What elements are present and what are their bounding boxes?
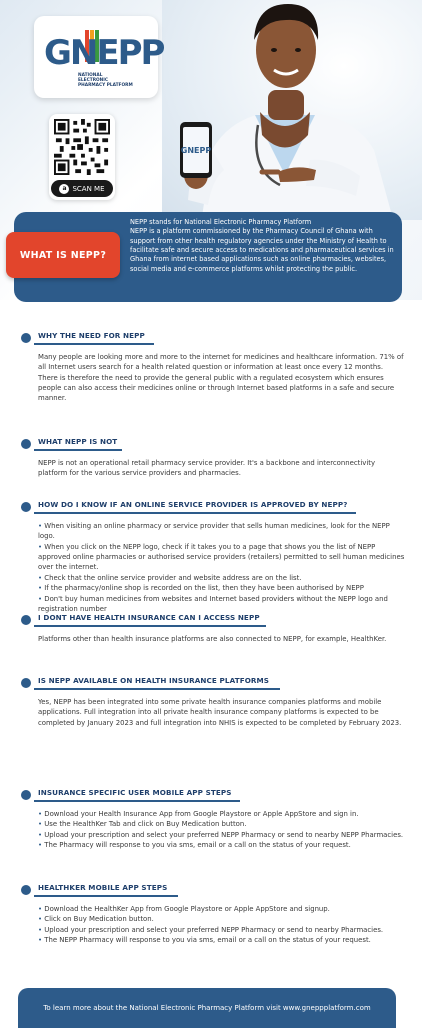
list-item: • Download your Health Insurance App from Google Playstore or Apple AppStore and sign in.: [38, 809, 406, 819]
section-bullet-icon: [21, 439, 31, 449]
section-title: IS NEPP AVAILABLE ON HEALTH INSURANCE PLATFORMS: [38, 676, 270, 685]
logo-sub-line: NATIONAL: [78, 73, 103, 78]
intro-line: NEPP stands for National Electronic Pharmacy Platform: [130, 218, 312, 226]
list-item: • Download the HealthKer App from Google Playstore or Apple AppStore and signup.: [38, 904, 406, 914]
paragraph: There is therefore the need to provide the general public with a regulated ecosystem which ensures people can also access their medicines online or through Internet based platforms in a safe and secure manner.: [38, 373, 395, 403]
footer-link-text[interactable]: To learn more about the National Electronic Pharmacy Platform visit www.gneppplatform.com: [43, 1004, 371, 1012]
section-bullet-icon: [21, 885, 31, 895]
section-underline: [34, 688, 280, 690]
section-underline: [34, 895, 178, 897]
section-underline: [34, 512, 356, 514]
qr-code-card[interactable]: [49, 114, 115, 200]
logo-wordmark: GNEPP: [44, 33, 164, 73]
list-item: • The Pharmacy will response to you via sms, email or a call on the status of your request.: [38, 840, 406, 850]
scan-me-text: SCAN ME: [72, 184, 105, 193]
paragraph: Many people are looking more and more to the internet for medicines and healthcare information. 71% of all Internet users search for a health related question or information at least once every 12 months.: [38, 353, 404, 372]
list-item: • Check that the online service provider and website address are on the list.: [38, 573, 406, 583]
section-list: [38, 809, 406, 850]
section-title: I DONT HAVE HEALTH INSURANCE CAN I ACCESS NEPP: [38, 613, 260, 622]
gnepp-logo-card: [34, 16, 164, 98]
paragraph: NEPP is not an operational retail pharmacy service provider. It's a backbone and interconnectivity platform for the various service providers and pharmacies.: [38, 459, 376, 478]
section-why-need: [0, 330, 422, 403]
hero-banner: [0, 0, 422, 300]
paragraph: Platforms other than health insurance platforms are also connected to NEPP, for example, HealthKer.: [38, 635, 387, 643]
what-is-nepp-badge: WHAT IS NEPP?: [6, 232, 120, 278]
section-header: [0, 675, 422, 691]
section-header: [0, 330, 422, 346]
section-header: [0, 612, 422, 628]
qr-code[interactable]: [54, 119, 110, 175]
section-title: WHAT NEPP IS NOT: [38, 437, 118, 446]
section-underline: [34, 800, 240, 802]
section-list: [38, 904, 406, 945]
section-what-not: [0, 436, 422, 478]
footer-banner[interactable]: [18, 988, 396, 1028]
section-no-insurance: [0, 612, 422, 643]
scan-me-label: [51, 180, 113, 197]
list-item: • Use the HealthKer Tab and click on Buy Medication button.: [38, 819, 406, 829]
logo-sub-line: PHARMACY PLATFORM: [78, 82, 133, 88]
section-healthker-steps: [0, 882, 422, 945]
section-title: HOW DO I KNOW IF AN ONLINE SERVICE PROVIDER IS APPROVED BY NEPP?: [38, 500, 348, 509]
intro-text: [130, 218, 396, 274]
section-bullet-icon: [21, 790, 31, 800]
section-how-know: [0, 499, 422, 613]
list-item: • Don't buy human medicines from websites and Internet based providers without the NEPP logo and registration number: [38, 594, 406, 615]
list-item: • Upload your prescription and select your preferred NEPP Pharmacy or send to nearby NEPP Pharmacies.: [38, 830, 406, 840]
scan-icon: a: [59, 184, 69, 194]
section-bullet-icon: [21, 502, 31, 512]
paragraph: Yes, NEPP has been integrated into some private health insurance companies platforms and mobile applications. Full integration into all private health insurance company platforms is expected to be completed by January 2023 and full integration into NHIS is expected to be completed by February 2023.: [38, 698, 402, 727]
section-body: [38, 352, 406, 404]
list-item: • When you click on the NEPP logo, check if it takes you to a page that shows you the list of NEPP approved online pharmacies or authorised service providers (retailers) permitted to sell human medicines over the internet.: [38, 542, 406, 573]
section-header: [0, 499, 422, 515]
section-bullet-icon: [21, 678, 31, 688]
logo-subtitle: [78, 74, 154, 89]
section-bullet-icon: [21, 615, 31, 625]
section-insurance-app-steps: [0, 787, 422, 850]
section-body: [38, 634, 406, 644]
section-bullet-icon: [21, 333, 31, 343]
list-item: • Upload your prescription and select your preferred NEPP Pharmacy or send to nearby Pharmacies.: [38, 925, 406, 935]
section-list: [38, 521, 406, 614]
list-item: • When visiting an online pharmacy or service provider that sells human medicines, look for the NEPP logo.: [38, 521, 406, 542]
list-item: • Click on Buy Medication button.: [38, 914, 406, 924]
phone-logo-text: GNEPP: [180, 146, 212, 155]
section-underline: [34, 625, 266, 627]
list-item: • If the pharmacy/online shop is recorded on the list, then they have been authorised by NEPP: [38, 583, 406, 593]
section-title: HEALTHKER MOBILE APP STEPS: [38, 883, 168, 892]
section-title: WHY THE NEED FOR NEPP: [38, 331, 145, 340]
section-insurance-platforms: [0, 675, 422, 727]
section-underline: [34, 449, 122, 451]
section-underline: [34, 343, 154, 345]
intro-paragraph: NEPP is a platform commissioned by the Pharmacy Council of Ghana with support from other health regulatory agencies under the Ministry of Health to facilitate safe and secure access to medications and pharmaceutical services in Ghana from internet based applications such as online pharmacies, websites, social media and e-commerce platforms whilst protecting the public.: [130, 227, 394, 273]
section-header: [0, 787, 422, 803]
section-body: [38, 458, 406, 479]
logo-sub-line: ELECTRONIC: [78, 77, 109, 83]
gnepp-logo: [44, 32, 164, 73]
section-header: [0, 882, 422, 898]
section-header: [0, 436, 422, 452]
list-item: • The NEPP Pharmacy will response to you via sms, email or a call on the status of your request.: [38, 935, 406, 945]
doctor-illustration: [160, 0, 422, 230]
section-body: [38, 697, 406, 728]
section-title: INSURANCE SPECIFIC USER MOBILE APP STEPS: [38, 788, 232, 797]
